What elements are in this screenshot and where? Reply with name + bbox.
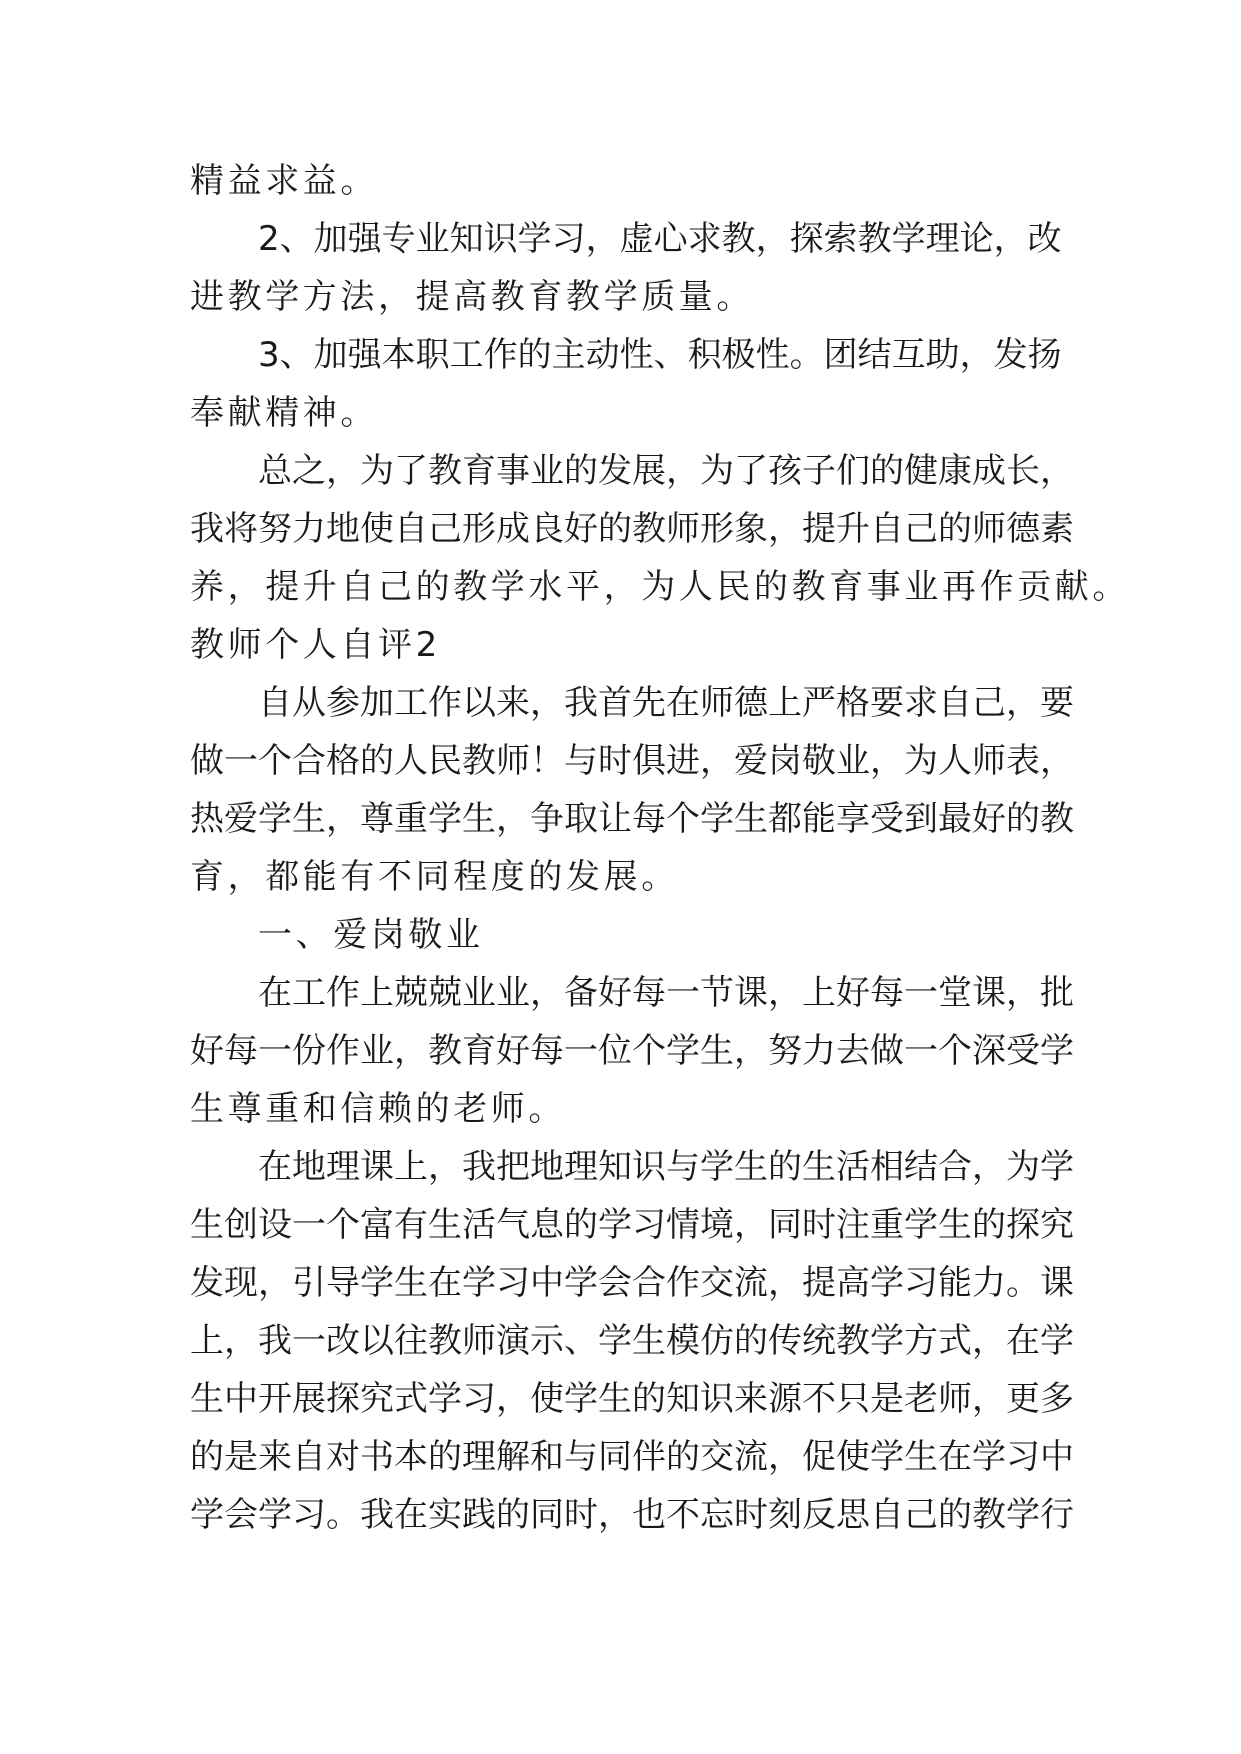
text-line: 奉献精神。	[190, 393, 378, 433]
text-line: 精益求益。	[190, 161, 378, 201]
text-line: 的是来自对书本的理解和与同伴的交流，促使学生在学习中	[190, 1437, 1074, 1477]
text-line: 总之，为了教育事业的发展，为了孩子们的健康成长，	[258, 451, 1074, 491]
text-line: 我将努力地使自己形成良好的教师形象，提升自己的师德素	[190, 509, 1074, 549]
text-line: 2、加强专业知识学习，虚心求教，探索教学理论，改	[258, 219, 1062, 259]
text-line: 育，都能有不同程度的发展。	[190, 857, 679, 897]
text-line: 生尊重和信赖的老师。	[190, 1089, 566, 1129]
text-line: 发现，引导学生在学习中学会合作交流，提高学习能力。课	[190, 1263, 1074, 1303]
text-line: 进教学方法，提高教育教学质量。	[190, 277, 754, 317]
text-line: 生创设一个富有生活气息的学习情境，同时注重学生的探究	[190, 1205, 1074, 1245]
text-line: 在地理课上，我把地理知识与学生的生活相结合，为学	[258, 1147, 1074, 1187]
text-line: 好每一份作业，教育好每一位个学生，努力去做一个深受学	[190, 1031, 1074, 1071]
text-line: 上，我一改以往教师演示、学生模仿的传统教学方式，在学	[190, 1321, 1074, 1361]
text-line: 热爱学生，尊重学生，争取让每个学生都能享受到最好的教	[190, 799, 1074, 839]
text-line: 生中开展探究式学习，使学生的知识来源不只是老师，更多	[190, 1379, 1074, 1419]
subsection-heading: 一、爱岗敬业	[258, 915, 484, 955]
text-line: 在工作上兢兢业业，备好每一节课，上好每一堂课，批	[258, 973, 1074, 1013]
text-line: 自从参加工作以来，我首先在师德上严格要求自己，要	[258, 683, 1074, 723]
text-line: 做一个合格的人民教师！与时俱进，爱岗敬业，为人师表，	[190, 741, 1074, 781]
text-line: 3、加强本职工作的主动性、积极性。团结互助，发扬	[258, 335, 1062, 375]
section-heading: 教师个人自评2	[190, 625, 441, 665]
text-line: 学会学习。我在实践的同时，也不忘时刻反思自己的教学行	[190, 1495, 1074, 1535]
text-line: 养，提升自己的教学水平，为人民的教育事业再作贡献。	[190, 567, 1130, 607]
